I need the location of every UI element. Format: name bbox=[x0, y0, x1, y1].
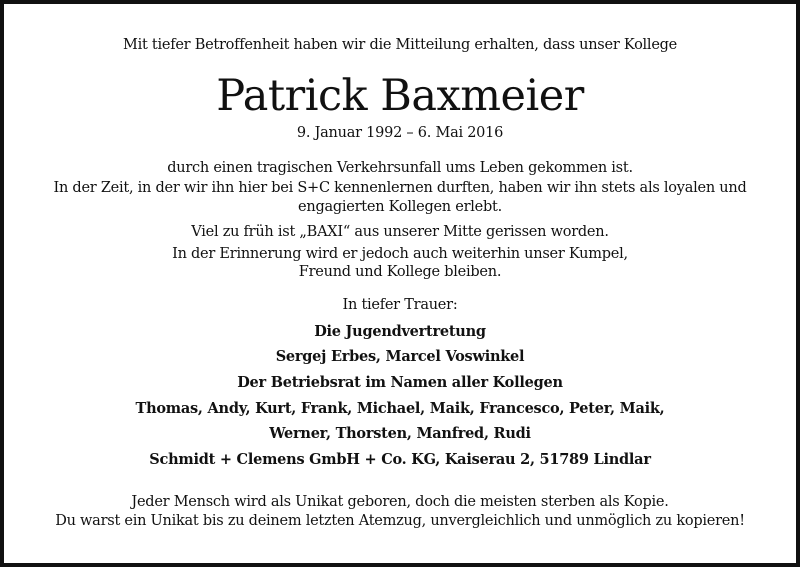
deceased-name: Patrick Baxmeier bbox=[216, 71, 584, 121]
signatory-line: Sergej Erbes, Marcel Voswinkel bbox=[275, 348, 525, 365]
signatory-line: Die Jugendvertretung bbox=[314, 323, 486, 340]
quote-line: Jeder Mensch wird als Unikat geboren, doch die meisten sterben als Kopie. bbox=[131, 494, 669, 510]
body-line: Freund und Kollege bleiben. bbox=[298, 264, 502, 280]
body-line: Viel zu früh ist „BAXI“ aus unserer Mitte gerissen worden. bbox=[191, 224, 609, 240]
signatory-line: Der Betriebsrat im Namen aller Kollegen bbox=[237, 374, 563, 391]
life-dates: 9. Januar 1992 – 6. Mai 2016 bbox=[296, 125, 504, 141]
body-line: durch einen tragischen Verkehrsunfall ums Leben gekommen ist. bbox=[167, 160, 633, 176]
quote-line: Du warst ein Unikat bis zu deinem letzten Atemzug, unvergleichlich und unmöglich zu kopieren! bbox=[55, 513, 745, 529]
signatory-line: Thomas, Andy, Kurt, Frank, Michael, Maik, Francesco, Peter, Maik, bbox=[135, 400, 665, 417]
signatory-line: Werner, Thorsten, Manfred, Rudi bbox=[269, 425, 531, 442]
body-line: In der Zeit, in der wir ihn hier bei S+C kennenlernen durften, haben wir ihn stets als loyalen und bbox=[53, 180, 747, 196]
mourning-label: In tiefer Trauer: bbox=[342, 297, 458, 313]
body-line: In der Erinnerung wird er jedoch auch weiterhin unser Kumpel, bbox=[172, 246, 628, 262]
intro-text: Mit tiefer Betroffenheit haben wir die Mitteilung erhalten, dass unser Kollege bbox=[122, 37, 678, 53]
body-line: engagierten Kollegen erlebt. bbox=[298, 199, 502, 215]
company-address: Schmidt + Clemens GmbH + Co. KG, Kaiserau 2, 51789 Lindlar bbox=[149, 451, 651, 468]
